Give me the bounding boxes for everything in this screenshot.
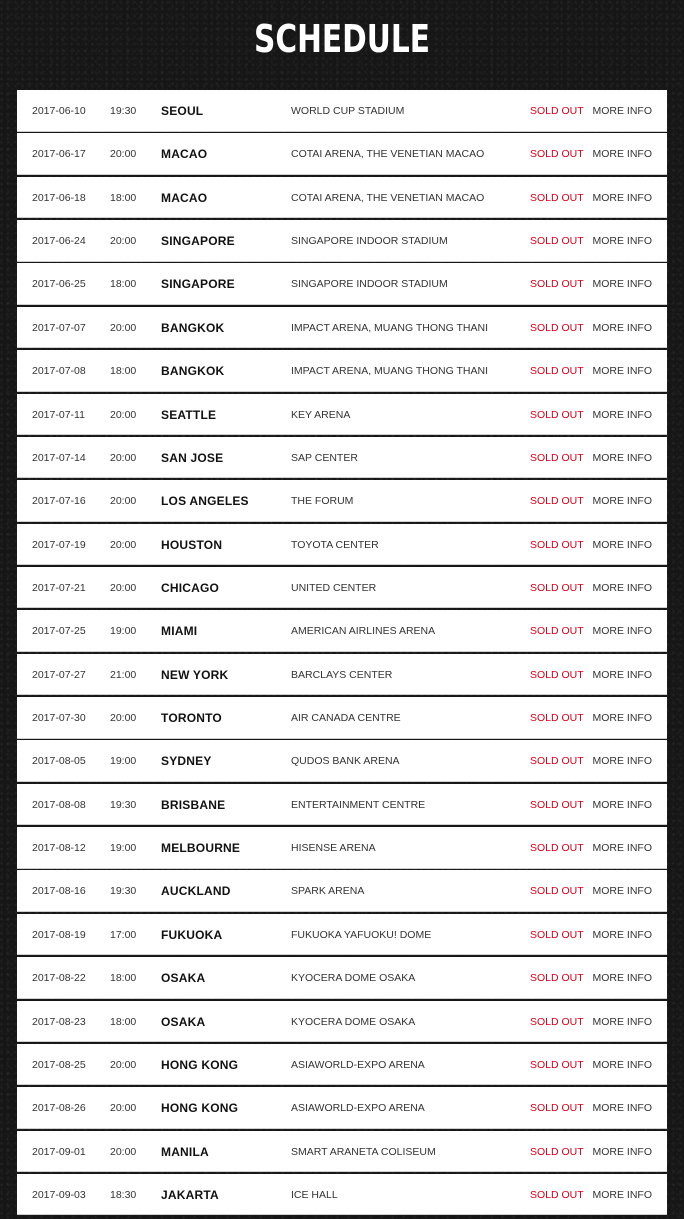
more-info-link[interactable]: MORE INFO <box>592 1188 652 1201</box>
event-venue: BARCLAYS CENTER <box>291 668 393 681</box>
more-info-link[interactable]: MORE INFO <box>592 1102 652 1115</box>
sold-out-status: SOLD OUT <box>530 538 584 551</box>
event-time: 19:30 <box>110 885 137 898</box>
event-venue: ASIAWORLD-EXPO ARENA <box>291 1102 425 1115</box>
sold-out-status: SOLD OUT <box>530 755 584 768</box>
sold-out-status: SOLD OUT <box>530 972 584 985</box>
event-time: 20:00 <box>110 451 137 464</box>
schedule-row <box>17 133 667 175</box>
event-date: 2017-08-26 <box>32 1102 86 1115</box>
event-date: 2017-07-08 <box>32 365 86 378</box>
sold-out-status: SOLD OUT <box>530 1145 584 1158</box>
event-date: 2017-07-27 <box>32 668 86 681</box>
schedule-row <box>17 1044 667 1086</box>
event-date: 2017-07-21 <box>32 581 86 594</box>
event-venue: COTAI ARENA, THE VENETIAN MACAO <box>291 148 485 161</box>
event-date: 2017-08-12 <box>32 842 86 855</box>
sold-out-status: SOLD OUT <box>530 625 584 638</box>
event-city: MACAO <box>161 190 208 205</box>
event-venue: WORLD CUP STADIUM <box>291 105 405 117</box>
more-info-link[interactable]: MORE INFO <box>592 191 652 204</box>
more-info-link[interactable]: MORE INFO <box>592 755 652 768</box>
event-venue: KYOCERA DOME OSAKA <box>291 1015 416 1028</box>
schedule-row <box>17 307 667 349</box>
schedule-row <box>17 870 667 912</box>
event-venue: SINGAPORE INDOOR STADIUM <box>291 278 448 291</box>
more-info-link[interactable]: MORE INFO <box>592 235 652 248</box>
event-venue: KEY ARENA <box>291 408 351 421</box>
event-date: 2017-07-19 <box>32 538 86 551</box>
schedule-row <box>17 654 667 696</box>
page-title: SCHEDULE <box>254 17 430 61</box>
event-city: MELBOURNE <box>161 841 241 856</box>
event-date: 2017-06-24 <box>32 235 86 248</box>
more-info-link[interactable]: MORE INFO <box>592 798 652 811</box>
sold-out-status: SOLD OUT <box>530 842 584 855</box>
event-date: 2017-08-08 <box>32 798 86 811</box>
event-venue: QUDOS BANK ARENA <box>291 755 400 768</box>
event-date: 2017-07-25 <box>32 625 86 638</box>
event-city: SYDNEY <box>161 754 212 769</box>
event-city: BANGKOK <box>161 364 225 379</box>
event-venue: SAP CENTER <box>291 451 358 464</box>
event-time: 18:00 <box>110 278 137 291</box>
more-info-link[interactable]: MORE INFO <box>592 625 652 638</box>
more-info-link[interactable]: MORE INFO <box>592 321 652 334</box>
event-date: 2017-08-19 <box>32 928 86 941</box>
event-time: 20:00 <box>110 321 137 334</box>
event-date: 2017-08-05 <box>32 755 86 768</box>
event-date: 2017-08-22 <box>32 972 86 985</box>
event-city: HONG KONG <box>161 1057 239 1072</box>
schedule-row <box>17 220 667 262</box>
schedule-row <box>17 1131 667 1173</box>
event-date: 2017-07-11 <box>32 408 85 421</box>
event-city: MANILA <box>161 1144 209 1159</box>
event-city: HOUSTON <box>161 537 223 552</box>
more-info-link[interactable]: MORE INFO <box>592 842 652 855</box>
schedule-row <box>17 263 667 305</box>
more-info-link[interactable]: MORE INFO <box>592 928 652 941</box>
event-date: 2017-06-17 <box>32 148 86 161</box>
event-city: TORONTO <box>161 711 222 726</box>
event-city: SEOUL <box>161 104 204 118</box>
event-venue: THE FORUM <box>291 495 354 508</box>
event-date: 2017-08-16 <box>32 885 86 898</box>
event-date: 2017-06-18 <box>32 191 86 204</box>
sold-out-status: SOLD OUT <box>530 235 584 248</box>
sold-out-status: SOLD OUT <box>530 1188 584 1201</box>
event-venue: ENTERTAINMENT CENTRE <box>291 798 426 811</box>
event-time: 17:00 <box>110 928 137 941</box>
event-time: 20:00 <box>110 538 137 551</box>
schedule-row <box>17 437 667 479</box>
sold-out-status: SOLD OUT <box>530 668 584 681</box>
event-time: 21:00 <box>110 668 137 681</box>
event-time: 20:00 <box>110 235 137 248</box>
event-time: 20:00 <box>110 1058 137 1071</box>
event-city: SINGAPORE <box>161 234 235 249</box>
more-info-link[interactable]: MORE INFO <box>592 538 652 551</box>
event-time: 20:00 <box>110 1145 137 1158</box>
schedule-row <box>17 827 667 869</box>
schedule-row <box>17 1174 667 1216</box>
event-venue: ASIAWORLD-EXPO ARENA <box>291 1058 425 1071</box>
more-info-link[interactable]: MORE INFO <box>592 712 652 725</box>
event-venue: AIR CANADA CENTRE <box>291 712 401 725</box>
sold-out-status: SOLD OUT <box>530 885 584 898</box>
event-time: 19:30 <box>110 798 137 811</box>
event-city: BANGKOK <box>161 320 225 335</box>
event-date: 2017-07-16 <box>32 495 86 508</box>
event-date: 2017-06-25 <box>32 278 86 291</box>
sold-out-status: SOLD OUT <box>530 451 584 464</box>
event-time: 20:00 <box>110 581 137 594</box>
schedule-row <box>17 350 667 392</box>
event-date: 2017-09-01 <box>32 1145 86 1158</box>
more-info-link[interactable]: MORE INFO <box>592 148 652 161</box>
event-time: 19:00 <box>110 842 137 855</box>
event-city: HONG KONG <box>161 1101 239 1116</box>
event-time: 20:00 <box>110 408 137 421</box>
event-time: 18:00 <box>110 191 137 204</box>
more-info-link[interactable]: MORE INFO <box>592 581 652 594</box>
event-city: FUKUOKA <box>161 927 223 942</box>
schedule-list <box>17 90 667 1217</box>
more-info-link[interactable]: MORE INFO <box>592 668 652 681</box>
event-time: 18:00 <box>110 365 137 378</box>
event-venue: ICE HALL <box>291 1188 338 1201</box>
more-info-link[interactable]: MORE INFO <box>592 451 652 464</box>
schedule-row <box>17 957 667 999</box>
schedule-row <box>17 90 667 132</box>
event-time: 20:00 <box>110 148 137 161</box>
event-date: 2017-07-30 <box>32 712 86 725</box>
event-city: AUCKLAND <box>161 884 231 899</box>
more-info-link[interactable]: MORE INFO <box>592 408 652 421</box>
event-time: 18:00 <box>110 972 137 985</box>
event-city: OSAKA <box>161 1014 206 1029</box>
event-city: CHICAGO <box>161 580 220 595</box>
event-city: SAN JOSE <box>161 450 224 465</box>
event-date: 2017-07-07 <box>32 321 86 334</box>
event-time: 19:30 <box>110 105 137 117</box>
sold-out-status: SOLD OUT <box>530 1058 584 1071</box>
event-city: JAKARTA <box>161 1187 219 1202</box>
event-venue: UNITED CENTER <box>291 581 377 594</box>
sold-out-status: SOLD OUT <box>530 712 584 725</box>
event-time: 20:00 <box>110 1102 137 1115</box>
sold-out-status: SOLD OUT <box>530 408 584 421</box>
more-info-link[interactable]: MORE INFO <box>592 972 652 985</box>
sold-out-status: SOLD OUT <box>530 581 584 594</box>
more-info-link[interactable]: MORE INFO <box>592 1058 652 1071</box>
event-venue: SINGAPORE INDOOR STADIUM <box>291 235 448 248</box>
event-city: MIAMI <box>161 624 198 639</box>
event-venue: KYOCERA DOME OSAKA <box>291 972 416 985</box>
schedule-row <box>17 784 667 826</box>
event-city: SINGAPORE <box>161 277 235 292</box>
schedule-row <box>17 1087 667 1129</box>
event-city: NEW YORK <box>161 667 229 682</box>
event-city: BRISBANE <box>161 797 226 812</box>
sold-out-status: SOLD OUT <box>530 798 584 811</box>
sold-out-status: SOLD OUT <box>530 365 584 378</box>
event-time: 19:00 <box>110 625 137 638</box>
event-time: 18:00 <box>110 1015 137 1028</box>
more-info-link[interactable]: MORE INFO <box>592 495 652 508</box>
schedule-row <box>17 567 667 609</box>
event-venue: SMART ARANETA COLISEUM <box>291 1145 436 1158</box>
schedule-row <box>17 610 667 652</box>
event-date: 2017-08-25 <box>32 1058 86 1071</box>
event-date: 2017-08-23 <box>32 1015 86 1028</box>
more-info-link[interactable]: MORE INFO <box>592 1145 652 1158</box>
event-venue: SPARK ARENA <box>291 885 365 898</box>
event-time: 20:00 <box>110 495 137 508</box>
event-city: SEATTLE <box>161 407 217 422</box>
more-info-link[interactable]: MORE INFO <box>592 278 652 291</box>
sold-out-status: SOLD OUT <box>530 278 584 291</box>
schedule-row <box>17 740 667 782</box>
event-city: MACAO <box>161 147 208 162</box>
event-time: 20:00 <box>110 712 137 725</box>
event-city: OSAKA <box>161 971 206 986</box>
more-info-link[interactable]: MORE INFO <box>592 885 652 898</box>
event-venue: IMPACT ARENA, MUANG THONG THANI <box>291 365 488 378</box>
event-venue: AMERICAN AIRLINES ARENA <box>291 625 436 638</box>
sold-out-status: SOLD OUT <box>530 191 584 204</box>
schedule-row <box>17 1001 667 1043</box>
more-info-link[interactable]: MORE INFO <box>592 365 652 378</box>
sold-out-status: SOLD OUT <box>530 321 584 334</box>
sold-out-status: SOLD OUT <box>530 1015 584 1028</box>
schedule-row <box>17 524 667 566</box>
event-venue: COTAI ARENA, THE VENETIAN MACAO <box>291 191 485 204</box>
event-date: 2017-09-03 <box>32 1188 86 1201</box>
event-time: 19:00 <box>110 755 137 768</box>
schedule-row <box>17 697 667 739</box>
sold-out-status: SOLD OUT <box>530 495 584 508</box>
schedule-row <box>17 177 667 219</box>
event-date: 2017-07-14 <box>32 451 86 464</box>
schedule-row <box>17 480 667 522</box>
schedule-row <box>17 914 667 956</box>
event-venue: HISENSE ARENA <box>291 842 376 855</box>
sold-out-status: SOLD OUT <box>530 105 584 117</box>
more-info-link[interactable]: MORE INFO <box>592 105 652 117</box>
sold-out-status: SOLD OUT <box>530 928 584 941</box>
event-venue: TOYOTA CENTER <box>291 538 379 551</box>
event-venue: FUKUOKA YAFUOKU! DOME <box>291 928 432 941</box>
event-time: 18:30 <box>110 1188 137 1201</box>
sold-out-status: SOLD OUT <box>530 1102 584 1115</box>
schedule-row <box>17 394 667 436</box>
more-info-link[interactable]: MORE INFO <box>592 1015 652 1028</box>
event-venue: IMPACT ARENA, MUANG THONG THANI <box>291 321 488 334</box>
event-city: LOS ANGELES <box>161 494 249 509</box>
event-date: 2017-06-10 <box>32 105 86 117</box>
sold-out-status: SOLD OUT <box>530 148 584 161</box>
